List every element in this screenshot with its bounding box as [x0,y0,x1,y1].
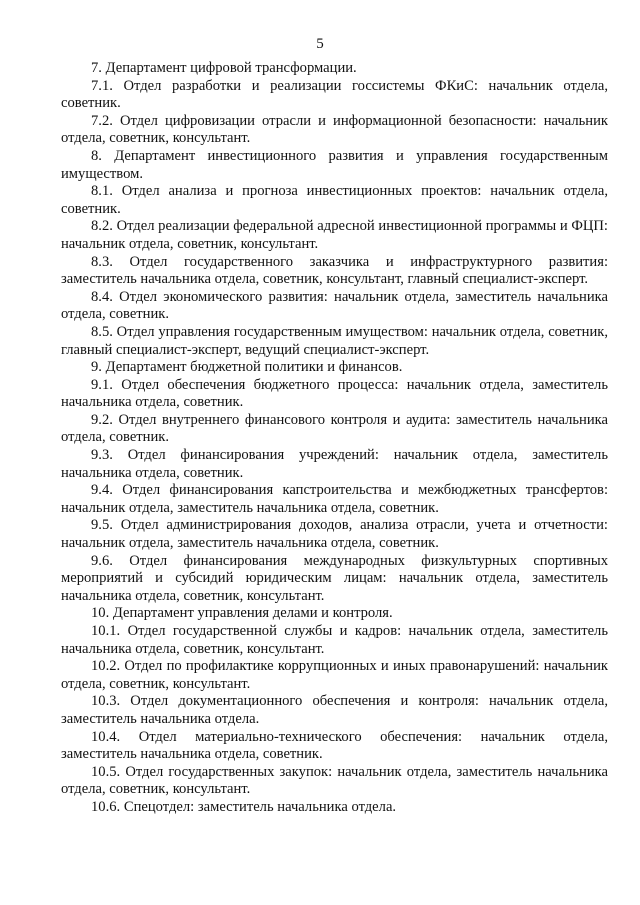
paragraph-10-6: 10.6. Спецотдел: заместитель начальника отдела. [91,798,397,815]
paragraph-10-4: 10.4. Отдел материально-технического обеспечения: начальник отдела, заместитель начальника отдела, советник. [61,728,608,763]
paragraph-10-3: 10.3. Отдел документационного обеспечения и контроля: начальник отдела, заместитель начальника отдела. [61,693,608,727]
page-number: 5 [316,36,324,52]
paragraph-10-1: 10.1. Отдел государственной службы и кадров: начальник отдела, заместитель начальника отдела, советник, консультант. [61,623,608,657]
paragraph-7: 7. Департамент цифровой трансформации. [91,60,357,76]
paragraph-9-6: 9.6. Отдел финансирования международных физкультурных спортивных мероприятий и субсидий юридическим лицам: начальник отдела, заместитель начальника отдела, советник, консультант. [61,552,608,604]
document-body [61,60,608,817]
paragraph-8: 8. Департамент инвестиционного развития и управления государственным имуществом. [61,147,608,182]
paragraph-9-4: 9.4. Отдел финансирования капстроительства и межбюджетных трансфертов: начальник отдела, заместитель начальника отдела, советник. [61,482,608,516]
paragraph-10-2: 10.2. Отдел по профилактике коррупционных и иных правонарушений: начальник отдела, советник, консультант. [61,658,608,692]
paragraph-8-2: 8.2. Отдел реализации федеральной адресной инвестиционной программы и ФЦП: начальник отдела, советник, консультант. [61,218,608,252]
paragraph-8-5: 8.5. Отдел управления государственным имуществом: начальник отдела, советник, главный специалист-эксперт, ведущий специалист-эксперт. [61,323,608,358]
paragraph-10-5: 10.5. Отдел государственных закупок: начальник отдела, заместитель начальника отдела, советник, консультант. [61,763,608,798]
paragraph-9-3: 9.3. Отдел финансирования учреждений: начальник отдела, заместитель начальника отдела, советник. [61,447,608,481]
paragraph-8-3: 8.3. Отдел государственного заказчика и инфраструктурного развития: заместитель начальника отдела, советник, консультант, главный специалист-эксперт. [61,253,608,288]
paragraph-7-1: 7.1. Отдел разработки и реализации госсистемы ФКиС: начальник отдела, советник. [61,77,608,112]
paragraph-9-1: 9.1. Отдел обеспечения бюджетного процесса: начальник отдела, заместитель начальника отдела, советник. [61,376,608,411]
paragraph-7-2: 7.2. Отдел цифровизации отрасли и информационной безопасности: начальник отдела, советник, консультант. [61,112,608,147]
paragraph-8-1: 8.1. Отдел анализа и прогноза инвестиционных проектов: начальник отдела, советник. [61,183,608,217]
paragraph-9: 9. Департамент бюджетной политики и финансов. [91,359,403,376]
paragraph-10: 10. Департамент управления делами и контроля. [91,605,393,622]
paragraph-9-5: 9.5. Отдел администрирования доходов, анализа отрасли, учета и отчетности: начальник отдела, заместитель начальника отдела, советник. [61,517,608,552]
paragraph-8-4: 8.4. Отдел экономического развития: начальник отдела, заместитель начальника отдела, советник. [61,288,608,323]
paragraph-9-2: 9.2. Отдел внутреннего финансового контроля и аудита: заместитель начальника отдела, советник. [61,411,608,446]
